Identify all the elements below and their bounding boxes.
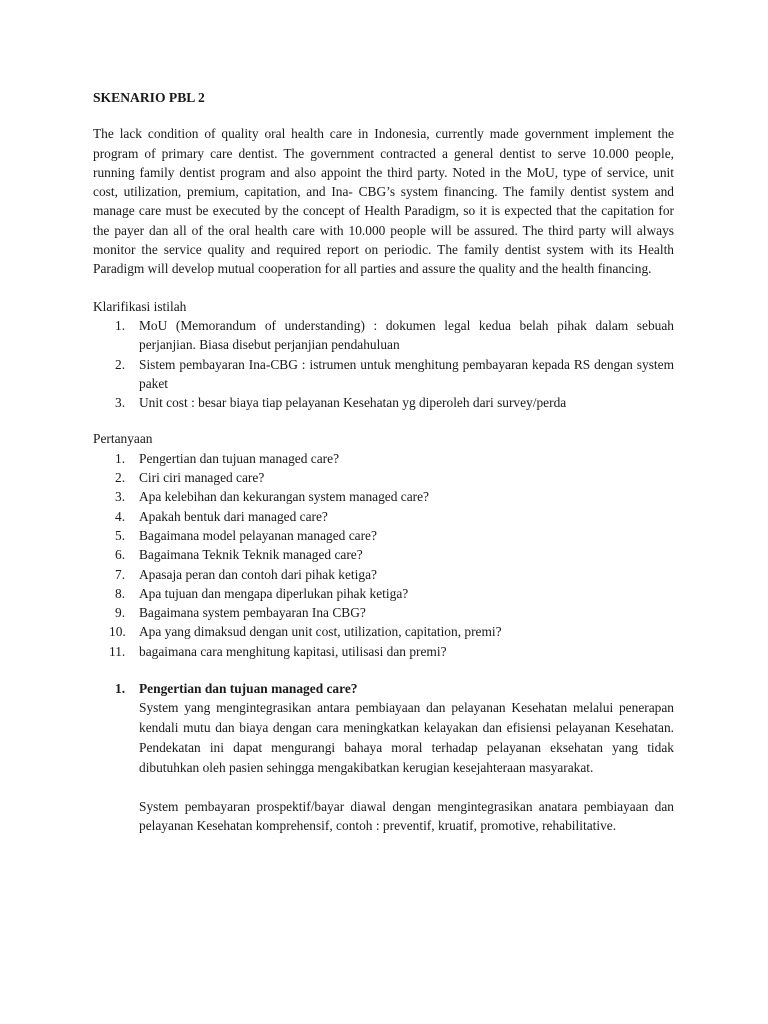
list-item: 1. Pengertian dan tujuan managed care?: [115, 450, 340, 466]
list-item: 1. MoU (Memorandum of understanding) : dokumen legal kedua belah pihak dalam sebuah perjanjian. Biasa disebut perjanjian pendahuluan: [115, 317, 674, 353]
pertanyaan-list: [93, 449, 674, 661]
scenario-paragraph: The lack condition of quality oral health care in Indonesia, currently made government implement the program of primary care dentist. The government contracted a general dentist to serve 10.000 people, running family dentist program and also appoint the third party. Noted in the MoU, type of service, unit cost, utilization, premium, capitation, and Ina- CBG’s system financing. The family dentist system and manage care must be executed by the concept of Health Paradigm, so it is expected that the capitation for the payer dan all of the oral health care with 10.000 people will be assured. The third party will always monitor the service quality and required report on periodic. The family dentist system with its Health Paradigm will develop mutual cooperation for all parties and assure the quality and the health financing.: [93, 126, 674, 277]
list-item: 3. Apa kelebihan dan kekurangan system managed care?: [115, 489, 430, 505]
document-page: [93, 88, 674, 836]
list-item: 10. Apa yang dimaksud dengan unit cost, utilization, capitation, premi?: [109, 624, 502, 640]
list-item: 9. Bagaimana system pembayaran Ina CBG?: [115, 605, 366, 621]
klarifikasi-list: [93, 316, 674, 412]
list-item: 8. Apa tujuan dan mengapa diperlukan pihak ketiga?: [115, 585, 409, 601]
list-item: 5. Bagaimana model pelayanan managed care?: [115, 527, 377, 543]
list-item: 4. Apakah bentuk dari managed care?: [115, 508, 328, 524]
list-item: 3. Unit cost : besar biaya tiap pelayanan Kesehatan yg diperoleh dari survey/perda: [115, 395, 567, 411]
document-title: SKENARIO PBL 2: [93, 90, 205, 105]
answer-paragraph: System yang mengintegrasikan antara pembiayaan dan pelayanan Kesehatan melalui penerapan kendali mutu dan biaya dengan cara meningkatkan kelayakan dan efisiensi pelayanan Kesehatan. Pendekatan ini dapat mengurangi bahaya moral terhadap pelayanan eksehatan yang tidak dibutuhkan oleh pasien sehingga mengakibatkan kerugian kesejahteraan masyarakat.: [139, 700, 674, 775]
klarifikasi-heading: Klarifikasi istilah: [93, 298, 187, 314]
answer-heading: 1. Pengertian dan tujuan managed care?: [115, 681, 358, 697]
list-item: 11. bagaimana cara menghitung kapitasi, utilisasi dan premi?: [109, 643, 447, 659]
list-item: 6. Bagaimana Teknik Teknik managed care?: [115, 547, 363, 563]
list-item: 2. Ciri ciri managed care?: [115, 470, 265, 486]
list-item: 2. Sistem pembayaran Ina-CBG : istrumen untuk menghitung pembayaran kepada RS dengan system paket: [115, 356, 674, 391]
list-item: 7. Apasaja peran dan contoh dari pihak ketiga?: [115, 566, 377, 582]
answer-body: [93, 698, 674, 836]
pertanyaan-heading: Pertanyaan: [93, 431, 153, 447]
answer-section-1: [93, 679, 674, 836]
answer-paragraph: System pembayaran prospektif/bayar diawal dengan mengintegrasikan anatara pembiayaan dan pelayanan Kesehatan komprehensif, contoh : preventif, kruatif, promotive, rehabilitative.: [139, 798, 674, 834]
